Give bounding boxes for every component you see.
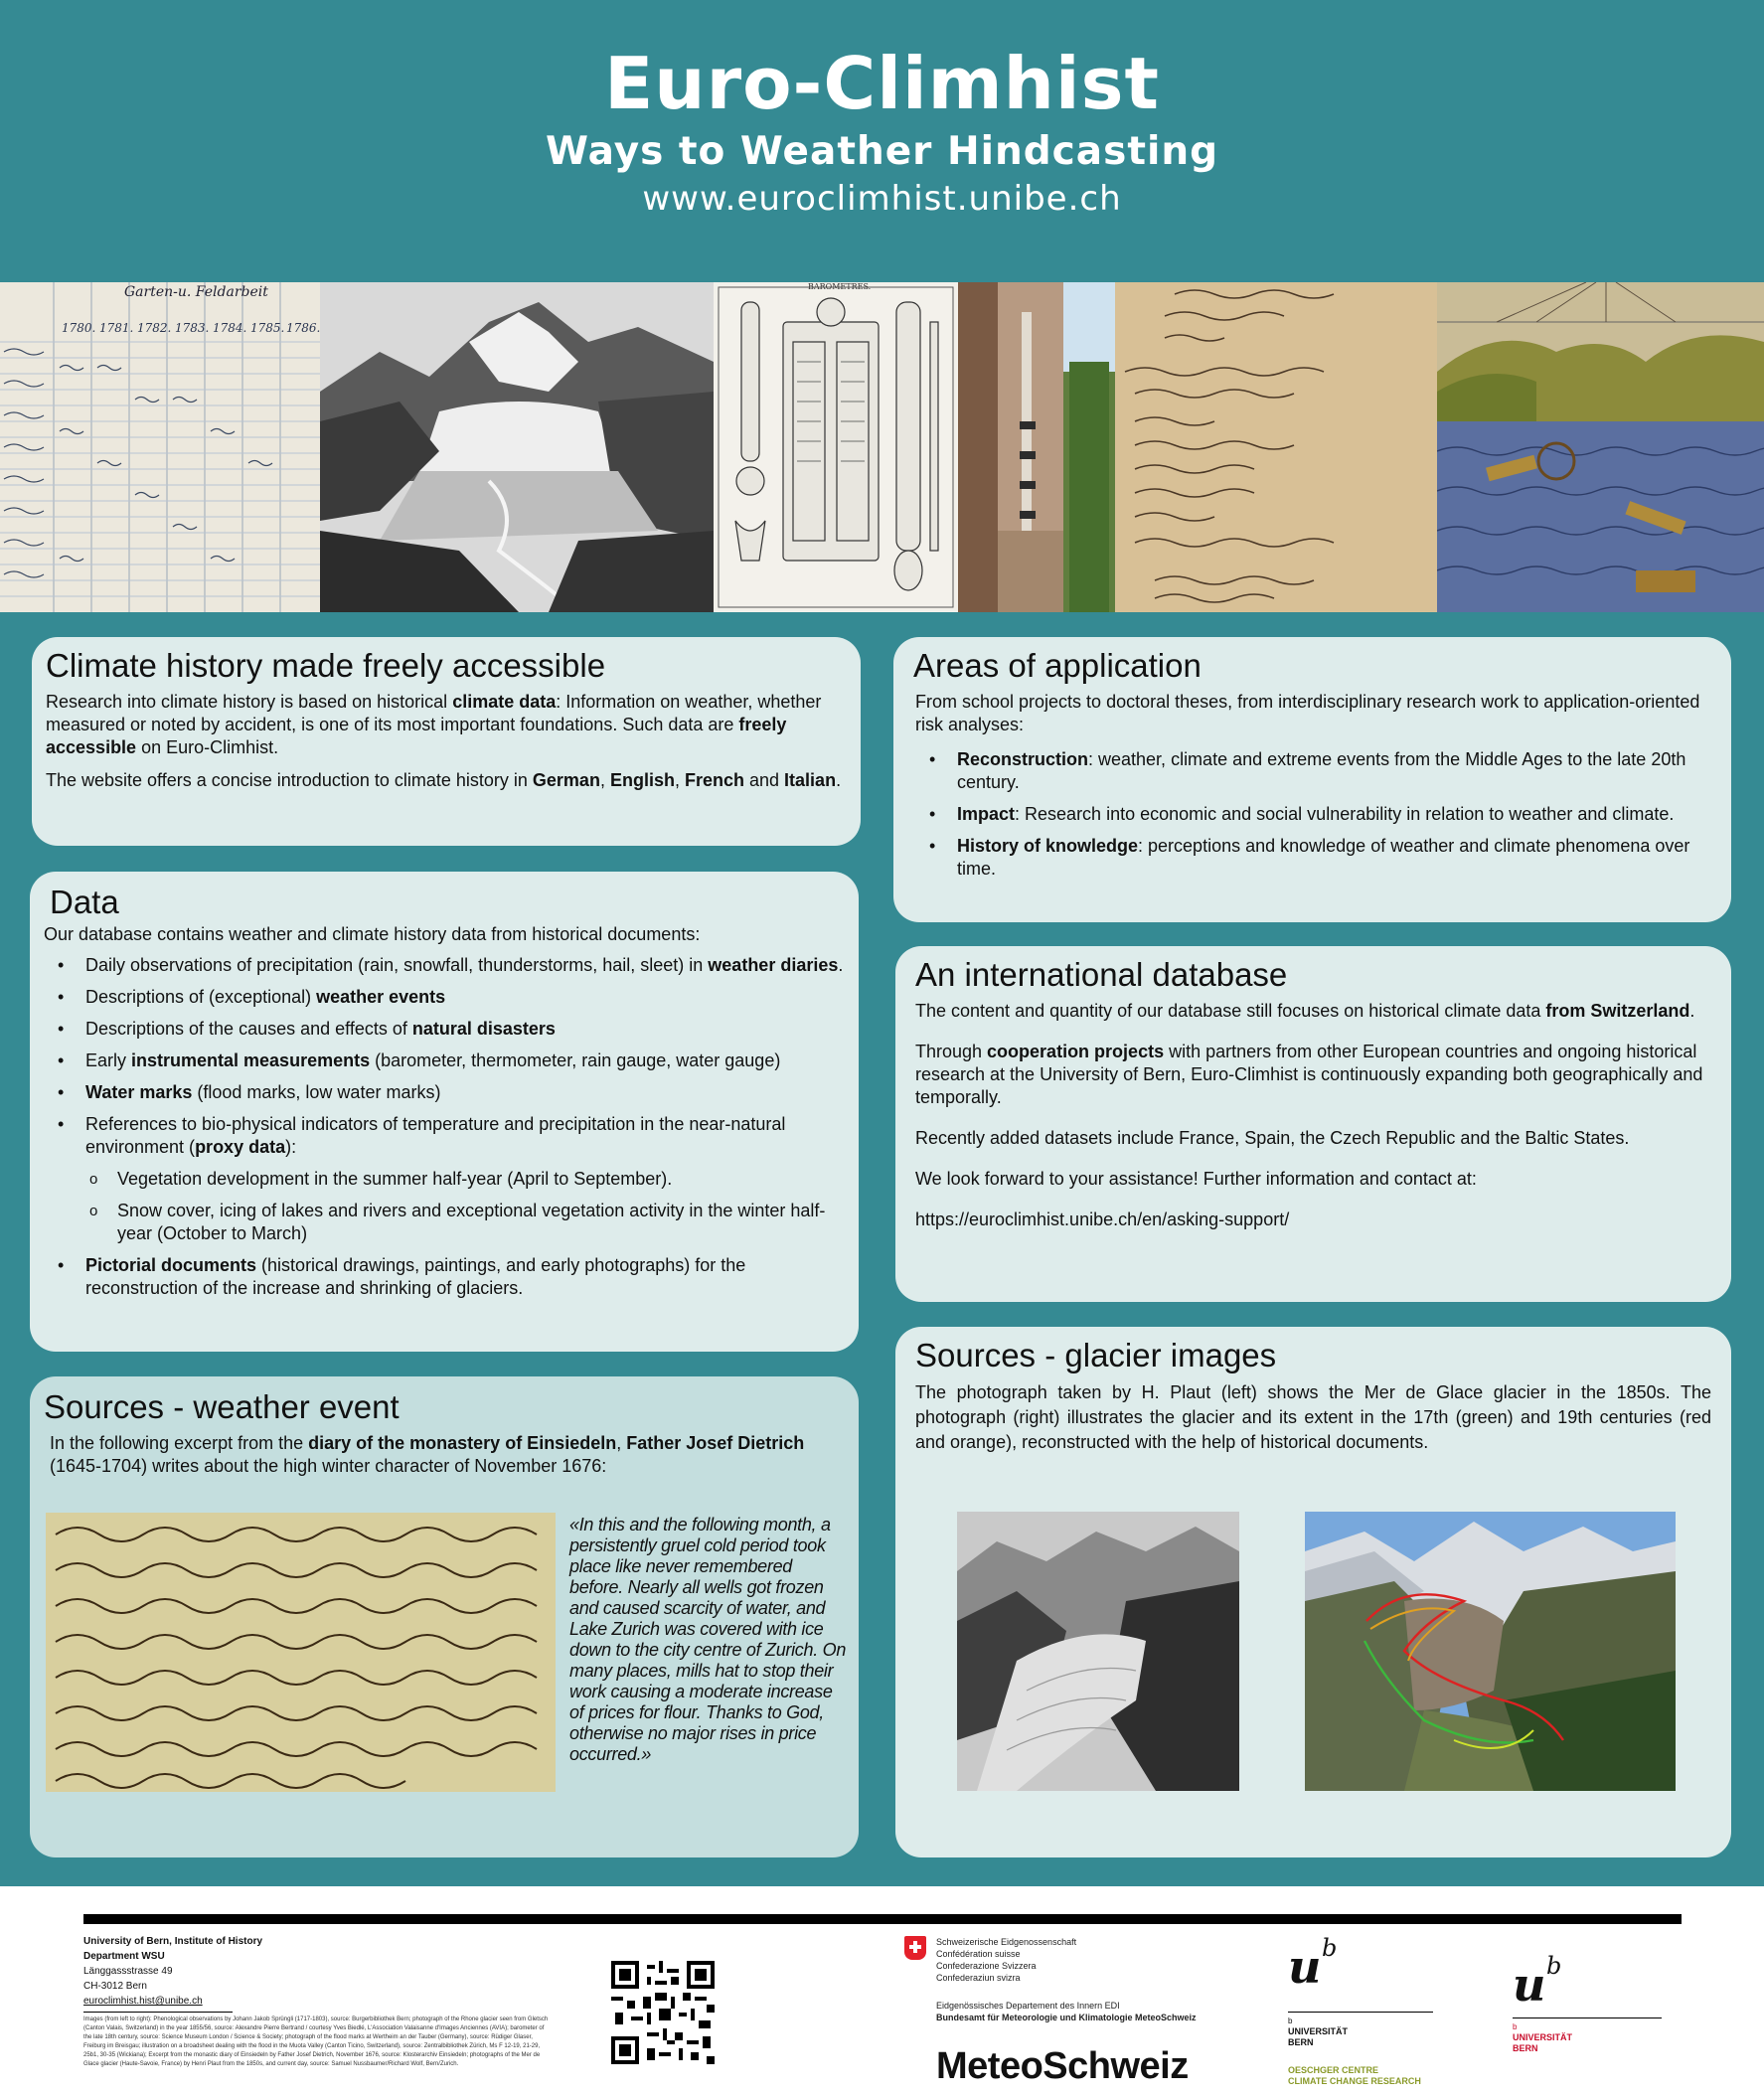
address-line: Länggassstrasse 49 — [83, 1966, 173, 1977]
confed-line: Schweizerische Eidgenossenschaft — [936, 1937, 1077, 1947]
confed-line: Confederaziun svizra — [936, 1973, 1021, 1983]
address-block — [83, 1934, 262, 2009]
panel-title: Climate history made freely accessible — [46, 647, 606, 684]
unibe-oeschger-logo: u b b UNIVERSITÄT BERN OESCHGER CENTRE CLIMATE CHANGE RESEARCH — [1288, 1938, 1447, 2087]
panel-paragraph: In the following excerpt from the diary of the monastery of Einsiedeln, Father Josef Dietrich (1645-1704) writes about the high winter character of November 1676: — [50, 1433, 805, 1476]
flood-broadsheet-illustration — [1437, 282, 1764, 612]
phenology-table-photo — [0, 282, 320, 612]
confed-line: Confederazione Svizzera — [936, 1961, 1037, 1971]
address-line: University of Bern, Institute of History — [83, 1936, 263, 1947]
department-line: Bundesamt für Meteorologie und Klimatologie MeteoSchweiz — [936, 2013, 1197, 2022]
unibe-logo: u b b UNIVERSITÄT BERN — [1513, 1956, 1672, 2075]
table-year: 1782. — [137, 321, 172, 335]
table-year: 1785. — [250, 321, 285, 335]
table-year: 1783. — [175, 321, 210, 335]
list-subitem: o Vegetation development in the summer half-year (April to September). — [44, 1168, 845, 1191]
panel-intro: Our database contains weather and climate history data from historical documents: — [44, 924, 701, 944]
diary-quote: «In this and the following month, a persistently gruel cold period took place like never remembered before. Nearly all wells got frozen and caused scarcity of water, and Lake Zurich was covered with ice down to the city centre of Zurich. On many places, mills hat to stop their work causing a moderate increase of prices for flour. Thanks to God, otherwise no major rises in price occurred.» — [569, 1515, 847, 1764]
mer-de-glace-current-photo — [1305, 1512, 1676, 1791]
list-item: • Impact: Research into economic and social vulnerability in relation to weather and climate. — [915, 803, 1709, 826]
panel-paragraph: The content and quantity of our database still focuses on historical climate data from Switzerland. — [915, 1001, 1695, 1021]
confed-line: Confédération suisse — [936, 1949, 1021, 1959]
poster-subtitle: Ways to Weather Hindcasting — [545, 129, 1219, 174]
panel-weather-event — [30, 1376, 859, 1857]
address-line: Department WSU — [83, 1951, 165, 1962]
support-link[interactable]: https://euroclimhist.unibe.ch/en/asking-support/ — [915, 1210, 1290, 1229]
panel-title: Data — [50, 884, 119, 920]
table-header-text: Garten-u. Feldarbeit — [124, 284, 268, 300]
panel-paragraph: Through cooperation projects with partners from other European countries and ongoing historical research at the University of Bern, Euro-Climhist is continuously expanding both geographically and temporally. — [915, 1042, 1703, 1107]
data-list — [44, 954, 845, 1300]
panel-paragraph: We look forward to your assistance! Further information and contact at: — [915, 1169, 1477, 1189]
email-link[interactable]: euroclimhist.hist@unibe.ch — [83, 1996, 203, 2007]
diary-manuscript-image — [46, 1513, 556, 1792]
list-item: • Pictorial documents (historical drawings, paintings, and early photographs) for the reconstruction of the increase and shrinking of glaciers. — [44, 1254, 845, 1300]
list-item: • Descriptions of (exceptional) weather events — [44, 986, 845, 1009]
barometer-engraving — [714, 282, 958, 612]
panel-areas-of-application — [893, 637, 1731, 922]
panel-climate-history — [32, 637, 861, 846]
website-url[interactable]: www.euroclimhist.unibe.ch — [642, 179, 1122, 219]
address-line: CH-3012 Bern — [83, 1981, 147, 1992]
panel-title: Sources - weather event — [44, 1388, 400, 1425]
panel-paragraph: The photograph taken by H. Plaut (left) shows the Mer de Glace glacier in the 1850s. The photograph (right) illustrates the glacier and its extent in the 17th (green) and 19th centuries (red and orange), reconstructed with the help of historical documents. — [915, 1382, 1711, 1452]
panel-international-database — [895, 946, 1731, 1302]
meteoschweiz-logo: MeteoSchweiz — [936, 2045, 1189, 2087]
panel-title: Sources - glacier images — [915, 1337, 1277, 1373]
list-item: • Reconstruction: weather, climate and extreme events from the Middle Ages to the late 20th century. — [915, 748, 1709, 794]
header-banner — [0, 0, 1764, 282]
footer-divider — [83, 1914, 1682, 1924]
table-year: 1786. — [286, 321, 320, 335]
panel-title: An international database — [915, 956, 1288, 993]
footer — [0, 1886, 1764, 2098]
panel-data — [30, 872, 859, 1352]
list-item: • Water marks (flood marks, low water marks) — [44, 1081, 845, 1104]
panel-glacier-images — [895, 1327, 1731, 1857]
list-item: • Early instrumental measurements (barometer, thermometer, rain gauge, water gauge) — [44, 1049, 845, 1072]
table-year: 1781. — [99, 321, 134, 335]
panel-paragraph: Research into climate history is based on historical climate data: Information on weather, whether measured or noted by accident, is one of its most important foundations. Such data are freely accessible on Euro-Climhist. — [46, 692, 822, 757]
handwritten-notes-photo — [1115, 282, 1437, 612]
table-year: 1780. — [62, 321, 96, 335]
rhone-glacier-photo — [320, 282, 714, 612]
table-year: 1784. — [213, 321, 247, 335]
panel-intro: From school projects to doctoral theses, from interdisciplinary research work to application-oriented risk analyses: — [915, 692, 1700, 734]
list-subitem: o Snow cover, icing of lakes and rivers and exceptional vegetation activity in the winter half-year (October to March) — [44, 1200, 845, 1245]
list-item: • History of knowledge: perceptions and knowledge of weather and climate phenomena over time. — [915, 835, 1709, 881]
panel-paragraph: Recently added datasets include France, Spain, the Czech Republic and the Baltic States. — [915, 1128, 1630, 1148]
qr-code-icon[interactable] — [611, 1961, 715, 2064]
panel-title: Areas of application — [913, 647, 1202, 684]
list-item: • References to bio-physical indicators of temperature and precipitation in the near-natural environment (proxy data): — [44, 1113, 845, 1159]
divider-line — [83, 2012, 233, 2013]
areas-list — [915, 748, 1709, 881]
image-strip — [0, 282, 1764, 612]
mer-de-glace-historic-photo — [957, 1512, 1239, 1791]
list-item: • Daily observations of precipitation (rain, snowfall, thunderstorms, hail, sleet) in weather diaries. — [44, 954, 845, 977]
department-line: Eidgenössisches Departement des Innern EDI — [936, 2001, 1120, 2011]
list-item: • Descriptions of the causes and effects of natural disasters — [44, 1018, 845, 1041]
panel-paragraph: The website offers a concise introduction to climate history in German, English, French and Italian. — [46, 770, 842, 790]
barometer-caption: BAROMETRES. — [808, 282, 872, 291]
flood-marks-photo — [958, 282, 1115, 612]
swiss-cross-icon — [904, 1936, 926, 1960]
image-credits: Images (from left to right): Phenological observations by Johann Jakob Sprüngli (1717-1803), source: Burgerbibliothek Bern; photograph of the Rhone glacier seen from Gletsch (Canton Valais, Switzerland) in the year 1855/56, source: Alexandre Pierre Bertrand / courtesy Yves Biedlé, L'Association Valaisanne d'Images Anciennes (AVIA); barometer of the late 18th century, source: Science Museum London / Science & Society; photograph of the flood marks at Wertheim an der Tauber (Germany), source: Rüdiger Glaser, Freiburg im Breisgau; illustration on a broadsheet dealing with the flood in the Muota Valley (Canton Ticino, Switzerland), source: Zentralbibliothek Zürich, Ms F 12-19, 21-29, 25b1, 30-35 (Wickiana); Excerpt from the monastic diary of Einsiedeln by Father Josef Dietrich, November 1676, source: Klosterarchiv Einsiedeln; photographs of the Mer de Glace glacier (Haute-Savoie, France) by Henri Plaut from the 1850s, and current day, source: Samuel Nussbaumer/Richard Wolf, Bern/Zurich. — [83, 2017, 549, 2067]
poster-title: Euro-Climhist — [604, 42, 1160, 125]
